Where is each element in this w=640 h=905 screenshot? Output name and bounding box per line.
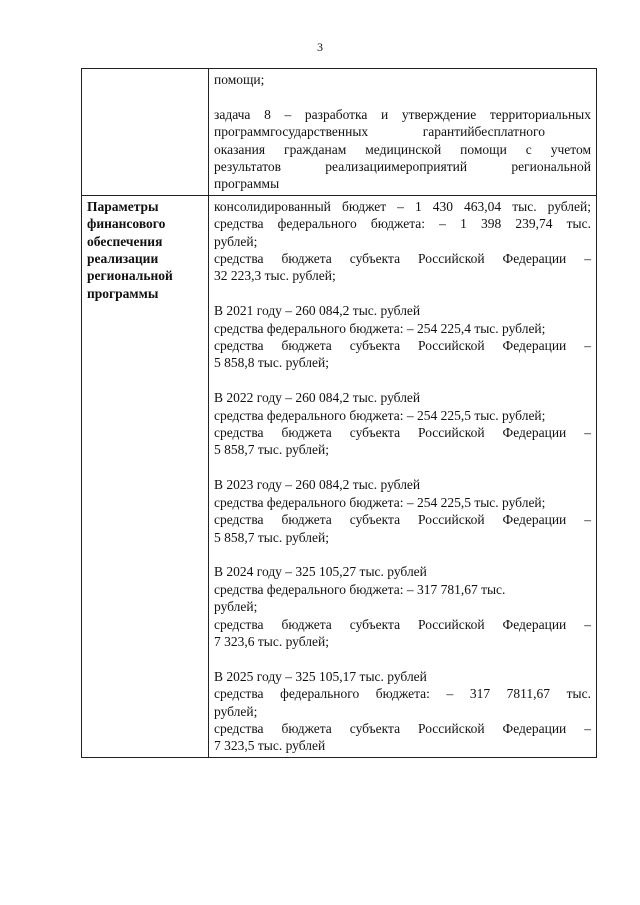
blank-line: [214, 650, 591, 667]
text-line: 5 858,7 тыс. рублей;: [214, 442, 329, 458]
label-line: обеспечения: [87, 233, 163, 249]
financing-cell: [209, 195, 597, 757]
blank-line: [214, 372, 591, 389]
text-line: программгосударственных гарантийбесплатного: [214, 124, 545, 140]
page-number: 3: [317, 40, 323, 54]
label-line: региональной: [87, 268, 173, 284]
text-line: средства бюджета субъекта Российской Федерации –: [214, 720, 591, 736]
text-line: консолидированный бюджет – 1 430 463,04 тыс. рублей;: [214, 198, 591, 214]
text-line: рублей;: [214, 703, 258, 719]
text-line: средства федерального бюджета: – 317 781,67 тыс.: [214, 581, 506, 597]
empty-label-cell: [82, 69, 209, 196]
blank-line: [214, 459, 591, 476]
text-line: средства федерального бюджета: – 317 7811,67 тыс.: [214, 686, 591, 702]
text-line: средства федерального бюджета: – 254 225,5 тыс. рублей;: [214, 407, 546, 423]
text-line: результатов реализациимероприятий региональной: [214, 159, 591, 175]
text-line: 7 323,6 тыс. рублей;: [214, 633, 329, 649]
text-line: 32 223,3 тыс. рублей;: [214, 268, 336, 284]
text-line: В 2023 году – 260 084,2 тыс. рублей: [214, 477, 421, 493]
text-line: средства федерального бюджета: – 254 225,5 тыс. рублей;: [214, 494, 546, 510]
table-row: [82, 195, 597, 757]
blank-line: [214, 546, 591, 563]
program-parameters-table: [81, 68, 597, 758]
text-line: рублей;: [214, 233, 258, 249]
text-line: средства бюджета субъекта Российской Федерации –: [214, 338, 591, 354]
text-line: помощи;: [214, 72, 265, 87]
label-line: Параметры: [87, 198, 159, 214]
table-row: [82, 69, 597, 196]
text-line: программы: [214, 176, 280, 192]
text-line: средства бюджета субъекта Российской Федерации –: [214, 425, 591, 441]
label-line: программы: [87, 285, 159, 301]
text-line: средства бюджета субъекта Российской Федерации –: [214, 512, 591, 528]
label-line: финансового: [87, 216, 166, 232]
text-line: средства бюджета субъекта Российской Федерации –: [214, 616, 591, 632]
text-line: рублей;: [214, 599, 258, 615]
text-line: средства федерального бюджета: – 1 398 239,74 тыс.: [214, 216, 591, 232]
text-line: задача 8 – разработка и утверждение территориальных: [214, 106, 591, 122]
text-line: В 2022 году – 260 084,2 тыс. рублей: [214, 390, 421, 406]
tasks-cell: [209, 69, 597, 196]
text-line: средства федерального бюджета: – 254 225,4 тыс. рублей;: [214, 320, 546, 336]
text-line: В 2025 году – 325 105,17 тыс. рублей: [214, 668, 427, 684]
blank-line: [214, 88, 591, 105]
text-line: В 2024 году – 325 105,27 тыс. рублей: [214, 564, 427, 580]
label-line: реализации: [87, 251, 159, 267]
text-line: В 2021 году – 260 084,2 тыс. рублей: [214, 303, 421, 319]
text-line: оказания гражданам медицинской помощи с учетом: [214, 141, 591, 157]
text-line: средства бюджета субъекта Российской Федерации –: [214, 251, 591, 267]
text-line: 5 858,8 тыс. рублей;: [214, 355, 329, 371]
text-line: 7 323,5 тыс. рублей: [214, 738, 326, 754]
text-line: 5 858,7 тыс. рублей;: [214, 529, 329, 545]
parameters-label-cell: [82, 195, 209, 757]
blank-line: [214, 285, 591, 302]
